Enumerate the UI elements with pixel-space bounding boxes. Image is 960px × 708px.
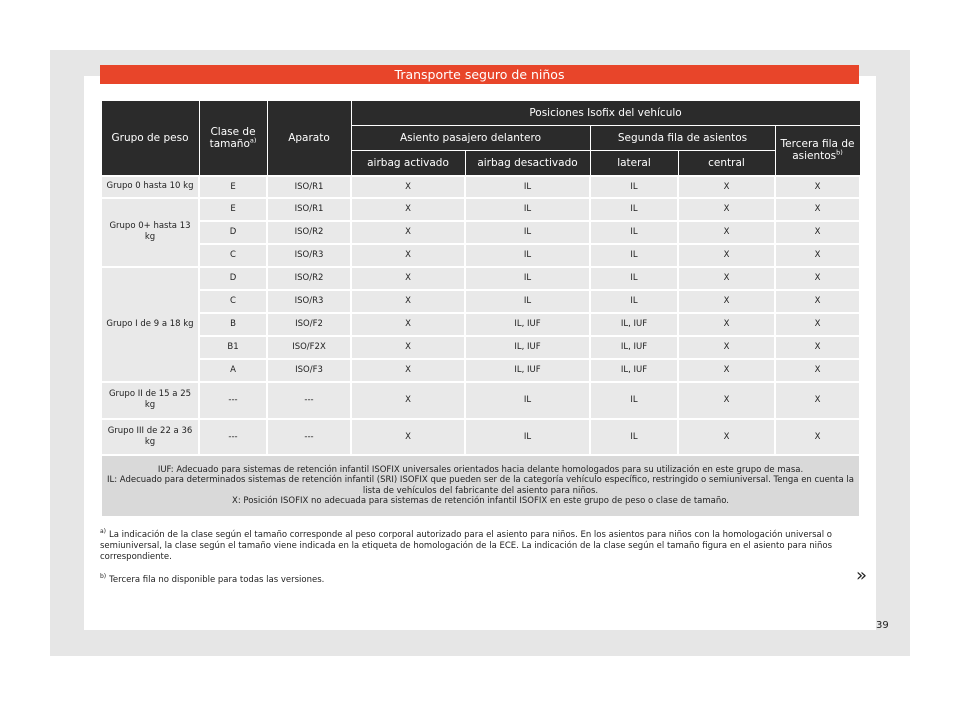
table-row [101, 419, 860, 455]
cell: X [351, 359, 465, 382]
cell: IL [590, 419, 678, 455]
cell: X [351, 336, 465, 359]
cell: X [775, 359, 860, 382]
header-aparato: Aparato [267, 101, 351, 176]
header-airbag-on: airbag activado [351, 151, 465, 176]
isofix-table [100, 100, 861, 518]
header-tercera-sup: b) [836, 148, 843, 157]
cell: ISO/R3 [267, 244, 351, 267]
cell: ISO/R2 [267, 267, 351, 290]
cell: X [775, 221, 860, 244]
page-number: 39 [876, 620, 889, 631]
header-grupo: Grupo de peso [101, 101, 199, 176]
table-row [101, 359, 860, 382]
cell: IL, IUF [590, 359, 678, 382]
cell: --- [199, 382, 267, 419]
cell: IL [590, 221, 678, 244]
cell: X [775, 244, 860, 267]
legend-notes [101, 455, 860, 517]
header-clase-sup: a) [249, 136, 257, 145]
cell: X [678, 336, 775, 359]
cell: B1 [199, 336, 267, 359]
cell: D [199, 221, 267, 244]
cell: IL, IUF [465, 336, 590, 359]
cell: ISO/R2 [267, 221, 351, 244]
cell: X [351, 176, 465, 198]
cell: X [351, 382, 465, 419]
footnote-a [100, 526, 860, 563]
cell: --- [267, 382, 351, 419]
group-label: Grupo III de 22 a 36 kg [101, 419, 199, 455]
cell: IL [465, 267, 590, 290]
cell: X [775, 267, 860, 290]
header-posiciones: Posiciones Isofix del vehículo [351, 101, 860, 126]
group-label: Grupo 0 hasta 10 kg [101, 176, 199, 198]
cell: IL, IUF [465, 313, 590, 336]
table-row [101, 198, 860, 221]
cell: X [775, 198, 860, 221]
next-page-icon[interactable]: » [856, 565, 868, 586]
cell: X [775, 336, 860, 359]
cell: X [678, 267, 775, 290]
cell: X [351, 221, 465, 244]
cell: ISO/R1 [267, 198, 351, 221]
group-label: Grupo I de 9 a 18 kg [101, 267, 199, 382]
cell: B [199, 313, 267, 336]
header-lateral: lateral [590, 151, 678, 176]
cell: IL, IUF [590, 313, 678, 336]
cell: ISO/F2X [267, 336, 351, 359]
cell: X [775, 382, 860, 419]
cell: X [678, 359, 775, 382]
cell: X [351, 244, 465, 267]
table-row [101, 290, 860, 313]
footnote-b-text: Tercera fila no disponible para todas las versiones. [109, 574, 325, 585]
cell: ISO/F2 [267, 313, 351, 336]
table-row [101, 221, 860, 244]
group-label: Grupo 0+ hasta 13 kg [101, 198, 199, 267]
cell: IL [465, 290, 590, 313]
cell: X [678, 313, 775, 336]
table-row [101, 336, 860, 359]
note-il: IL: Adecuado para determinados sistemas de retención infantil (SRI) ISOFIX que pueden ser de la categoría vehículo específico, restringido o semiuniversal. Tenga en cuenta la lista de vehículos del fabricante del asiento para niños. [106, 475, 855, 496]
cell: ISO/R1 [267, 176, 351, 198]
table-row [101, 267, 860, 290]
cell: X [678, 221, 775, 244]
header-airbag-off: airbag desactivado [465, 151, 590, 176]
cell: IL, IUF [590, 336, 678, 359]
header-tercera: Tercera fila de asientos$^{b)}$ [775, 126, 860, 176]
table-row [101, 382, 860, 419]
cell: X [678, 419, 775, 455]
cell: IL [465, 198, 590, 221]
group-label: Grupo II de 15 a 25 kg [101, 382, 199, 419]
table-row [101, 244, 860, 267]
note-x: X: Posición ISOFIX no adecuada para sistemas de retención infantil ISOFIX en este grupo de peso o clase de tamaño. [232, 496, 729, 506]
cell: IL [590, 382, 678, 419]
cell: IL [465, 244, 590, 267]
cell: IL [590, 267, 678, 290]
header-clase: Clase de tamaño$^{a)}$ [199, 101, 267, 176]
cell: IL [465, 221, 590, 244]
cell: A [199, 359, 267, 382]
header-segunda: Segunda fila de asientos [590, 126, 775, 151]
cell: X [775, 290, 860, 313]
cell: IL [590, 244, 678, 267]
cell: ISO/R3 [267, 290, 351, 313]
header-delantero: Asiento pasajero delantero [351, 126, 590, 151]
cell: --- [199, 419, 267, 455]
note-iuf: IUF: Adecuado para sistemas de retención infantil ISOFIX universales orientados hacia delante homologados para su utilización en este grupo de masa. [157, 464, 804, 475]
cell: IL [465, 176, 590, 198]
cell: X [351, 290, 465, 313]
footnote-a-text: La indicación de la clase según el tamaño corresponde al peso corporal autorizado para el asiento para niños. En los asientos para niños con la homologación universal o semiuniversal, la clase según el tamaño viene indicada en la etiqueta de homologación de la ECE. La indicación de la clase según el tamaño figura en el asiento para niños correspondiente. [100, 529, 833, 562]
cell: IL [590, 176, 678, 198]
cell: IL [590, 198, 678, 221]
cell: IL [465, 419, 590, 455]
cell: ISO/F3 [267, 359, 351, 382]
cell: X [775, 419, 860, 455]
cell: X [351, 313, 465, 336]
cell: X [678, 176, 775, 198]
table-row [101, 176, 860, 198]
header-central: central [678, 151, 775, 176]
cell: E [199, 198, 267, 221]
footnote-b [100, 571, 860, 586]
cell: X [351, 198, 465, 221]
cell: X [678, 198, 775, 221]
cell: X [678, 244, 775, 267]
footnote-b-mark: b) [100, 573, 107, 580]
footnote-a-mark: a) [100, 528, 107, 535]
cell: C [199, 290, 267, 313]
cell: X [351, 419, 465, 455]
cell: IL, IUF [465, 359, 590, 382]
cell: X [775, 313, 860, 336]
cell: D [199, 267, 267, 290]
cell: X [351, 267, 465, 290]
cell: IL [590, 290, 678, 313]
cell: C [199, 244, 267, 267]
cell: X [678, 290, 775, 313]
cell: X [775, 176, 860, 198]
cell: IL [465, 382, 590, 419]
table-row [101, 313, 860, 336]
cell: X [678, 382, 775, 419]
cell: E [199, 176, 267, 198]
section-title-banner: Transporte seguro de niños [100, 65, 859, 84]
cell: --- [267, 419, 351, 455]
